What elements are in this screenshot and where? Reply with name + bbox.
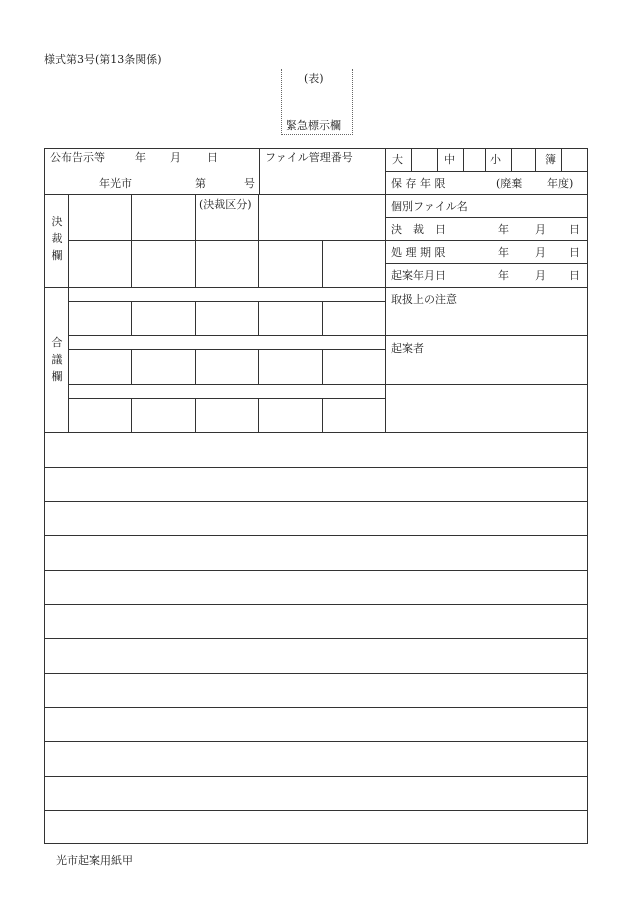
drafter-label: 起案者 xyxy=(391,342,424,355)
draft-date-month: 月 xyxy=(535,269,546,282)
size-label-medium: 中 xyxy=(444,153,455,166)
retention-year-end: 年度) xyxy=(547,177,574,190)
deadline-month: 月 xyxy=(535,246,546,259)
kessai-label: 決裁欄 xyxy=(51,215,63,262)
city-name: 年光市 xyxy=(99,177,132,190)
decision-date-label: 決 裁 日 xyxy=(391,223,446,236)
size-label-large: 大 xyxy=(392,153,403,166)
deadline-year: 年 xyxy=(498,246,509,259)
emergency-label: 緊急標示欄 xyxy=(286,119,341,132)
size-label-small: 小 xyxy=(490,153,501,166)
footer-label: 光市起案用紙甲 xyxy=(56,854,133,867)
retention-label: 保 存 年 限 xyxy=(391,177,446,190)
kessai-kubun: (決裁区分) xyxy=(199,198,252,211)
draft-date-label: 起案年月日 xyxy=(391,269,446,282)
gougi-label: 合議欄 xyxy=(51,336,63,383)
public-notice-day: 日 xyxy=(207,151,218,164)
public-notice-month: 月 xyxy=(170,151,181,164)
handling-note-label: 取扱上の注意 xyxy=(391,293,457,306)
draft-date-year: 年 xyxy=(498,269,509,282)
public-notice-year: 年 xyxy=(135,151,146,164)
city-no-suffix: 号 xyxy=(244,177,255,190)
retention-disposal: (廃棄 xyxy=(496,177,523,190)
form-id: 様式第3号(第13条関係) xyxy=(44,53,162,66)
city-no-label: 第 xyxy=(195,177,206,190)
public-notice-label: 公布告示等 xyxy=(50,151,105,164)
size-label-book: 簿 xyxy=(545,153,556,166)
decision-date-day: 日 xyxy=(569,223,580,236)
draft-date-day: 日 xyxy=(569,269,580,282)
individual-file-name-label: 個別ファイル名 xyxy=(391,200,468,213)
decision-date-year: 年 xyxy=(498,223,509,236)
deadline-label: 処 理 期 限 xyxy=(391,246,446,259)
emergency-top: (表) xyxy=(304,72,324,85)
file-mgmt-no-label: ファイル管理番号 xyxy=(265,151,353,164)
deadline-day: 日 xyxy=(569,246,580,259)
decision-date-month: 月 xyxy=(535,223,546,236)
